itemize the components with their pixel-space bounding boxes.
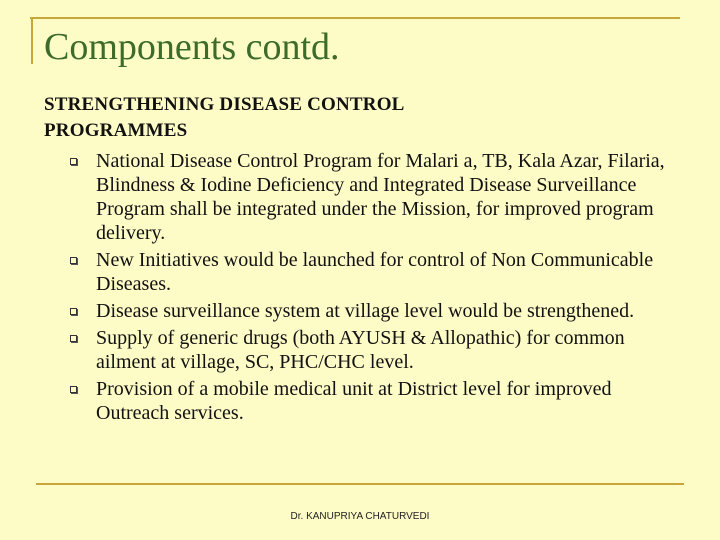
hollow-square-bullet-icon: [70, 257, 77, 264]
bullet-item: [70, 326, 670, 374]
bullet-text: Disease surveillance system at village level would be strengthened.: [96, 300, 635, 322]
slide-title: Components contd.: [44, 26, 340, 68]
title-top-rule: [30, 17, 680, 19]
hollow-square-bullet-icon: [70, 335, 77, 342]
bullet-list: [70, 149, 670, 428]
hollow-square-bullet-icon: [70, 158, 77, 165]
bullet-item: [70, 377, 670, 425]
section-subheading: STRENGTHENING DISEASE CONTROL PROGRAMMES: [44, 94, 404, 141]
hollow-square-bullet-icon: [70, 308, 77, 315]
footer-author: Dr. KANUPRIYA CHATURVEDI: [290, 511, 430, 522]
title-accent-bar: [31, 18, 33, 64]
hollow-square-bullet-icon: [70, 386, 77, 393]
bullet-item: [70, 149, 670, 245]
bullet-text: National Disease Control Program for Malari a, TB, Kala Azar, Filaria, Blindness & Iodine Deficiency and Integrated Disease Surveillance Program shall be integrated under the Mission, for improved program delivery.: [96, 150, 665, 244]
bullet-text: Provision of a mobile medical unit at District level for improved Outreach services.: [96, 378, 612, 424]
bullet-text: Supply of generic drugs (both AYUSH & Allopathic) for common ailment at village, SC, PHC/CHC level.: [96, 327, 625, 373]
bullet-item: [70, 299, 670, 323]
bullet-item: [70, 248, 670, 296]
footer-rule: [36, 483, 684, 485]
bullet-text: New Initiatives would be launched for control of Non Communicable Diseases.: [96, 249, 654, 295]
